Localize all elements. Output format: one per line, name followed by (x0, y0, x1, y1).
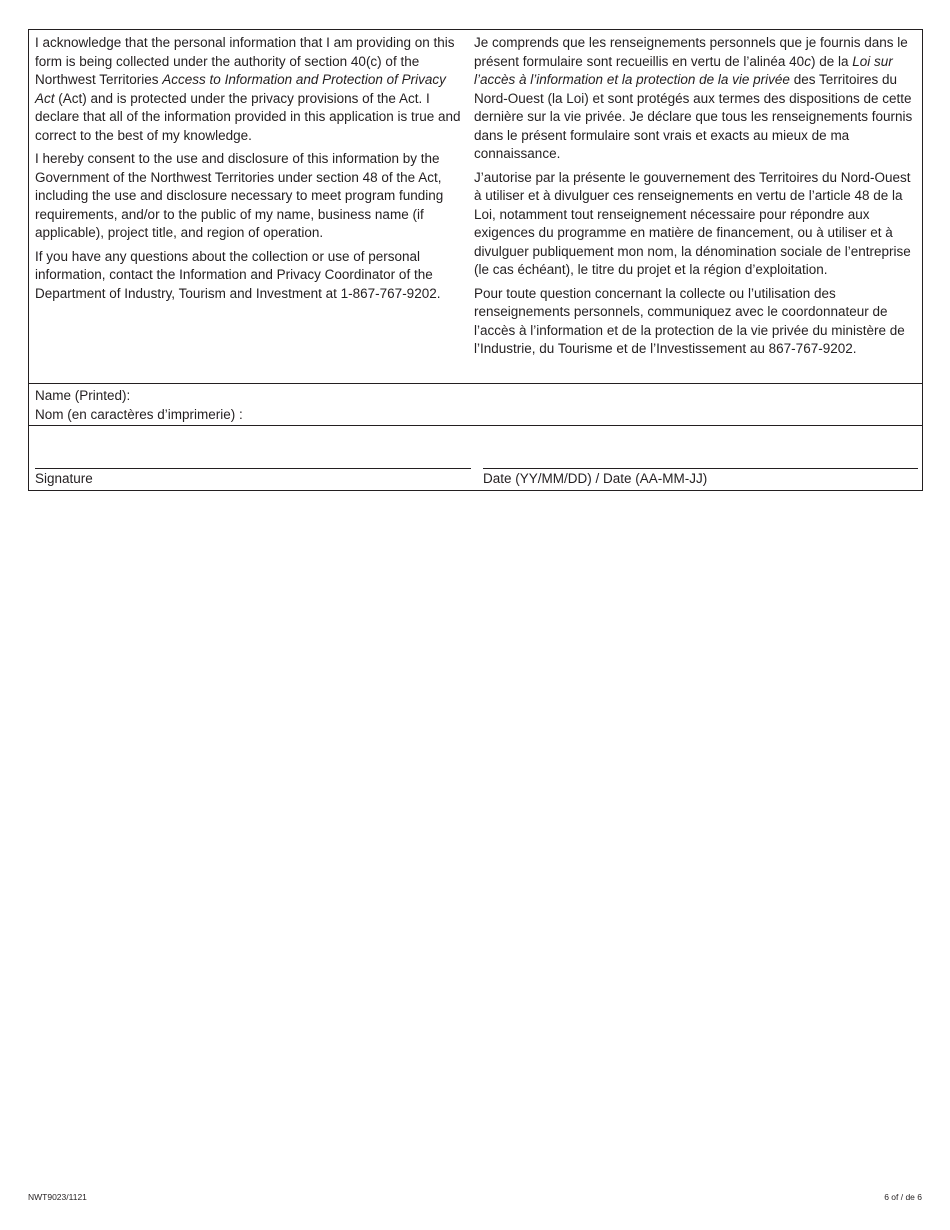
consent-en-paragraph-3: If you have any questions about the collection or use of personal information, contact the Information and Privacy Coordinator of the Department of Industry, Tourism and Investment at 1-867-767-9202. (35, 248, 441, 301)
consent-fr-paragraph-3: Pour toute question concernant la collecte ou l’utilisation des renseignements personnels, communiquez avec le coordonnateur de l’accès à l’information et de la protection de la vie privée du ministère de l’Industrie, du Tourisme et de l’Investissement au 867-767-9202. (474, 285, 905, 356)
consent-french-column (468, 30, 922, 383)
consent-section (28, 29, 923, 383)
consent-fr-paragraph-1 (474, 34, 916, 164)
consent-english-column (29, 30, 468, 383)
page-number: 6 of / de 6 (884, 1192, 922, 1202)
consent-en-p1-text: I acknowledge that the personal information that I am providing on this form is being collected under the authority of section 40(c) of the Northwest Territories (35, 35, 455, 87)
act-title-fr: Loi sur l’accès à l’information et la protection de la vie privée (474, 53, 893, 87)
consent-en-paragraph-1 (35, 34, 464, 145)
consent-en-paragraph-2: I hereby consent to the use and disclosure of this information by the Government of the Northwest Territories under section 48 of the Act, including the use and disclosure necessary to meet program funding requirements, and/or to the public of my name, business name (if applicable), project title, and region of operation. (35, 151, 444, 240)
name-label-fr: Nom (en caractères d’imprimerie) : (35, 406, 243, 422)
form-code: NWT9023/1121 (28, 1192, 87, 1202)
consent-fr-paragraph-2: J’autorise par la présente le gouvernement des Territoires du Nord-Ouest à utiliser et à divulguer ces renseignements en vertu de l’article 48 de la Loi, notamment tout renseignement nécessaire pour répondre aux exigences du programme en matière de financement, ou à utiliser et à divulguer publiquement mon nom, la dénomination sociale de l’entreprise (le cas échéant), le titre du projet et la région d’exploitation. (474, 169, 911, 277)
date-line[interactable] (483, 468, 918, 469)
signature-label: Signature (35, 471, 93, 486)
act-title-en: Access to Information and Protection of Privacy Act (35, 72, 446, 106)
consent-en-p1-text-end: (Act) and is protected under the privacy provisions of the Act. I declare that all of the information provided in this application is true and correct to the best of my knowledge. (35, 90, 461, 143)
consent-fr-p1-text-end: des Territoires du Nord-Ouest (la Loi) et sont protégés aux termes des dispositions de cette dernière sur la vie privée. Je déclare que tous les renseignements fournis dans le présent formulaire sont vrais et exacts au mieux de ma connaissance. (474, 72, 913, 161)
consent-form (28, 29, 923, 491)
date-label: Date (YY/MM/DD) / Date (AA-MM-JJ) (483, 471, 708, 486)
signature-row (28, 426, 923, 491)
signature-line[interactable] (35, 468, 471, 469)
name-printed-field[interactable] (28, 383, 923, 426)
consent-fr-p1-text-mid: ) de la (810, 53, 853, 69)
consent-fr-p1-text: Je comprends que les renseignements personnels que je fournis dans le présent formulaire sont recueillis en vertu de l’alinéa 40 (474, 35, 908, 69)
consent-fr-p1-italic-c: c (804, 53, 811, 69)
name-label-en: Name (Printed): (35, 388, 131, 403)
